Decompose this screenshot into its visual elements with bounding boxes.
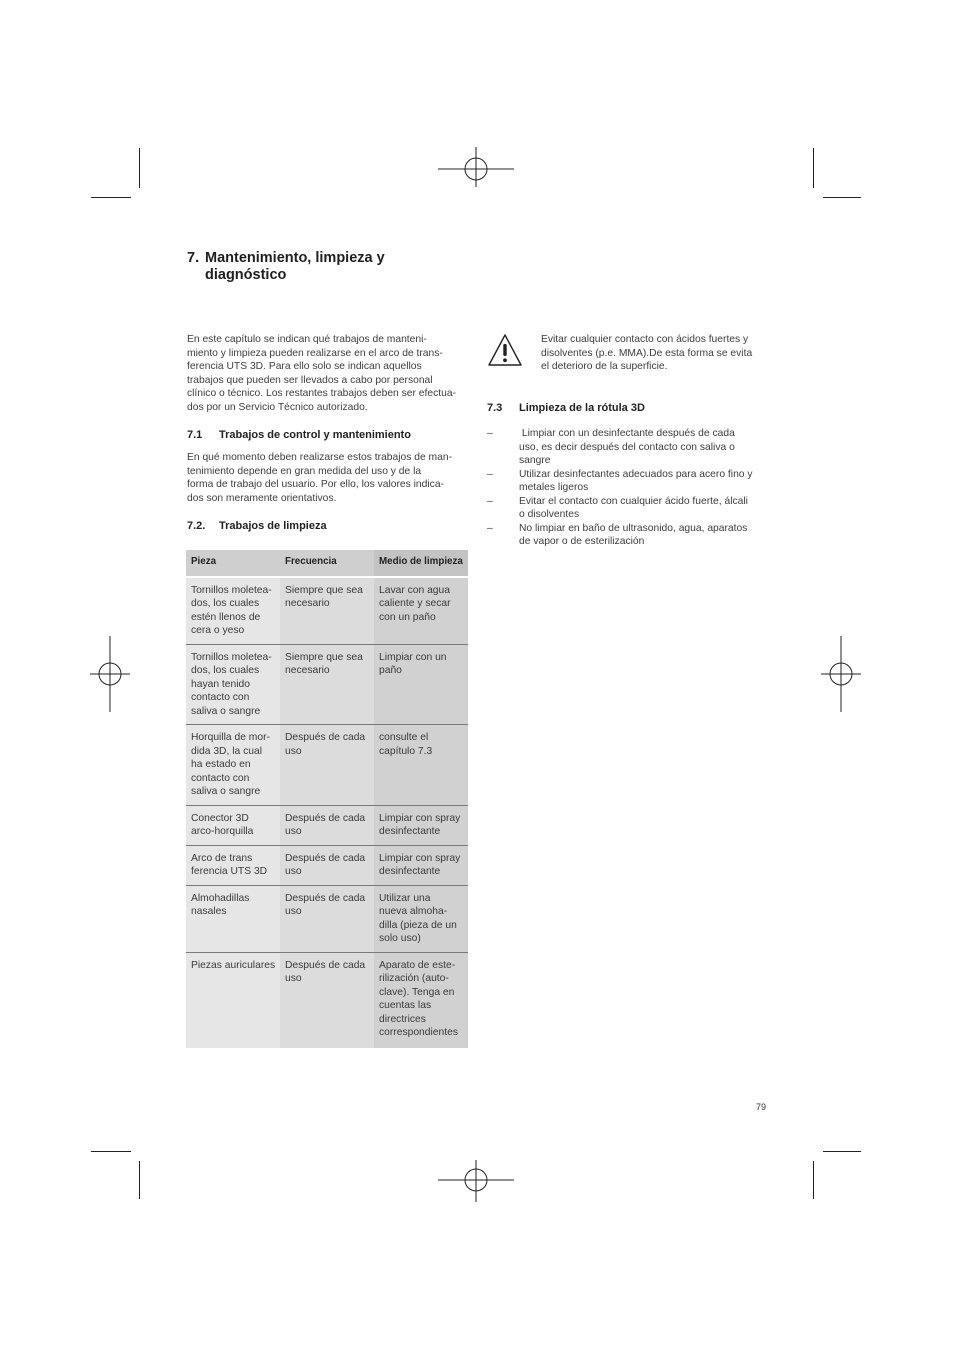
section-title: Trabajos de control y mantenimiento (219, 429, 411, 441)
cell-line: estén llenos de (191, 611, 261, 623)
cell-line: saliva o sangre (191, 705, 261, 717)
cell-line: uso (285, 866, 302, 877)
cell-line: Aparato de este- (379, 959, 456, 971)
table-row (186, 952, 468, 1048)
table-cell (186, 885, 280, 952)
cell-line: Arco de trans (191, 852, 253, 864)
table-cell (280, 845, 374, 885)
cell-line: Después de cada (285, 959, 366, 971)
section-number: 7.3 (487, 402, 503, 414)
column-header: Medio de limpieza (374, 550, 468, 577)
text-line: dos por un Servicio Técnico autorizado. (187, 401, 368, 413)
table-cell (186, 845, 280, 885)
cell-line: Después de cada (285, 812, 366, 824)
cell-line: Limpiar con un (379, 651, 447, 663)
text-line: Utilizar desinfectantes adecuados para acero fino y (519, 468, 753, 480)
cell-line: Siempre que sea (285, 651, 363, 663)
section-title: Limpieza de la rótula 3D (519, 402, 645, 414)
cell-line: rilización (auto- (379, 973, 449, 984)
cell-line: hayan tenido (191, 678, 250, 690)
text-line: metales ligeros (519, 482, 589, 493)
text-line: sangre (519, 455, 551, 466)
text-line: En este capítulo se indican qué trabajos de manteni- (187, 334, 427, 345)
table-row (186, 577, 468, 645)
cell-line: Almohadillas (191, 892, 250, 904)
cell-line: Tornillos moletea- (191, 584, 272, 596)
text-line: tenimiento depende en gran medida del uso y de la (187, 465, 422, 477)
cell-line: dos, los cuales (191, 665, 260, 676)
table-cell (374, 644, 468, 725)
cell-line: clave). Tenga en (379, 986, 455, 998)
table-row (186, 644, 468, 725)
cell-line: con un paño (379, 611, 436, 623)
table-cell (280, 885, 374, 952)
cell-line: Tornillos moletea- (191, 651, 272, 663)
cell-line: contacto con (191, 772, 250, 784)
table-cell (374, 845, 468, 885)
registration-mark (438, 131, 514, 207)
cell-line: Después de cada (285, 732, 366, 743)
intro-paragraph (187, 333, 467, 414)
cell-line: paño (379, 665, 402, 676)
cell-line: ferencia UTS 3D (191, 866, 268, 877)
table-body (186, 577, 468, 1048)
text-line: disolventes (p.e. MMA).De esta forma se evita (541, 347, 753, 359)
table-row (186, 725, 468, 806)
text-line: el deterioro de la superficie. (541, 361, 668, 372)
dash-bullet: – (487, 495, 493, 507)
page-number: 79 (756, 1102, 767, 1112)
section-number: 7.2. (187, 520, 206, 532)
crop-mark (823, 197, 861, 198)
column-header: Frecuencia (280, 550, 374, 577)
cell-line: cera o yeso (191, 625, 245, 636)
table-cell (186, 577, 280, 645)
table-cell (374, 577, 468, 645)
registration-mark (438, 1142, 514, 1218)
dash-bullet: – (487, 522, 493, 534)
cell-line: Siempre que sea (285, 584, 363, 596)
text-line: Limpiar con un desinfectante después de cada (519, 428, 735, 439)
list-item (487, 427, 767, 468)
table-cell (280, 577, 374, 645)
cell-line: Horquilla de mor- (191, 732, 270, 743)
table-cell (186, 952, 280, 1048)
cell-line: directrices (379, 1013, 426, 1025)
cell-line: correspondientes (379, 1027, 458, 1038)
table-cell (186, 644, 280, 725)
table-cell (374, 885, 468, 952)
table-cell (374, 805, 468, 845)
list-item-text (519, 522, 765, 549)
text-line: miento y limpieza pueden realizarse en el arco de trans- (187, 347, 443, 359)
table-row (186, 845, 468, 885)
cell-line: saliva o sangre (191, 786, 261, 797)
crop-mark (813, 148, 814, 188)
cleaning-table (186, 550, 468, 1048)
cell-line: Limpiar con spray (379, 812, 461, 824)
table-cell (280, 805, 374, 845)
dash-bullet: – (487, 468, 493, 480)
list-item-text (519, 468, 765, 495)
cell-line: desinfectante (379, 866, 441, 877)
section-number: 7.1 (187, 429, 203, 441)
cell-line: necesario (285, 598, 330, 609)
crop-mark (139, 148, 140, 188)
cell-line: dos, los cuales (191, 598, 260, 609)
section-title: Trabajos de limpieza (219, 520, 327, 532)
registration-mark (803, 636, 879, 712)
cell-line: Conector 3D (191, 812, 249, 824)
warning-triangle-icon (487, 333, 523, 367)
cell-line: uso (285, 826, 302, 837)
cell-line: Después de cada (285, 892, 366, 904)
cell-line: Utilizar una (379, 892, 431, 904)
table-cell (374, 725, 468, 806)
cell-line: Piezas auriculares (191, 959, 276, 971)
cell-line: solo uso) (379, 933, 421, 944)
text-line: clínico o técnico. Los restantes trabajos deben ser efectua- (187, 388, 457, 399)
cell-line: uso (285, 906, 302, 917)
cell-line: desinfectante (379, 826, 441, 837)
list-item (487, 468, 767, 495)
registration-mark (72, 636, 148, 712)
text-line: uso, es decir después del contacto con saliva o (519, 441, 735, 453)
crop-mark (813, 1161, 814, 1199)
text-line: trabajos que pueden ser llevados a cabo por personal (187, 374, 433, 386)
cell-line: contacto con (191, 692, 250, 703)
section-heading-7-3 (487, 401, 767, 415)
table-cell (186, 725, 280, 806)
table-cell (186, 805, 280, 845)
table-row (186, 805, 468, 845)
crop-mark (91, 1151, 131, 1152)
chapter-title: Mantenimiento, limpieza y diagnóstico (205, 250, 385, 283)
cell-line: consulte el (379, 732, 429, 743)
section-heading-7-2 (187, 519, 467, 533)
cell-line: Lavar con agua (379, 584, 450, 596)
table-header-row (186, 550, 468, 577)
list-item-text (519, 495, 765, 522)
cell-line: arco-horquilla (191, 826, 254, 837)
text-line: En qué momento deben realizarse estos trabajos de man- (187, 452, 453, 463)
text-line: forma de trabajo del usuario. Por ello, los valores indica- (187, 479, 444, 490)
list-item (487, 495, 767, 522)
table-cell (374, 952, 468, 1048)
table-cell (280, 644, 374, 725)
cell-line: uso (285, 973, 302, 984)
table-row (186, 885, 468, 952)
warning-text (541, 333, 771, 374)
dash-bullet: – (487, 428, 493, 439)
cell-line: nasales (191, 906, 227, 917)
crop-mark (823, 1151, 861, 1152)
table-cell (280, 725, 374, 806)
cell-line: ha estado en (191, 759, 251, 770)
cell-line: nueva almoha- (379, 906, 448, 917)
column-header: Pieza (186, 550, 280, 577)
cell-line: dilla (pieza de un (379, 919, 457, 931)
section-7-1-paragraph (187, 451, 467, 505)
text-line: ferencia UTS 3D. Para ello solo se indican aquellos (187, 361, 422, 372)
text-line: o disolventes (519, 509, 580, 520)
list-item (487, 522, 767, 549)
cell-line: capítulo 7.3 (379, 745, 433, 757)
cell-line: Limpiar con spray (379, 852, 461, 864)
text-line: de vapor o de esterilización (519, 536, 645, 547)
cell-line: dida 3D, la cual (191, 745, 262, 757)
table-cell (280, 952, 374, 1048)
cell-line: Después de cada (285, 852, 366, 864)
text-line: Evitar el contacto con cualquier ácido fuerte, álcali (519, 495, 748, 507)
cell-line: necesario (285, 665, 330, 676)
crop-mark (139, 1161, 140, 1199)
text-line: No limpiar en baño de ultrasonido, agua, aparatos (519, 522, 748, 534)
list-item-text (519, 427, 765, 468)
cell-line: caliente y secar (379, 598, 451, 609)
chapter-number: 7. (187, 250, 200, 266)
crop-mark (91, 197, 131, 198)
cell-line: cuentas las (379, 1000, 432, 1011)
text-line: dos son meramente orientativos. (187, 492, 337, 504)
text-line: Evitar cualquier contacto con ácidos fuertes y (541, 334, 749, 345)
cell-line: uso (285, 745, 302, 757)
section-heading-7-1 (187, 428, 467, 442)
